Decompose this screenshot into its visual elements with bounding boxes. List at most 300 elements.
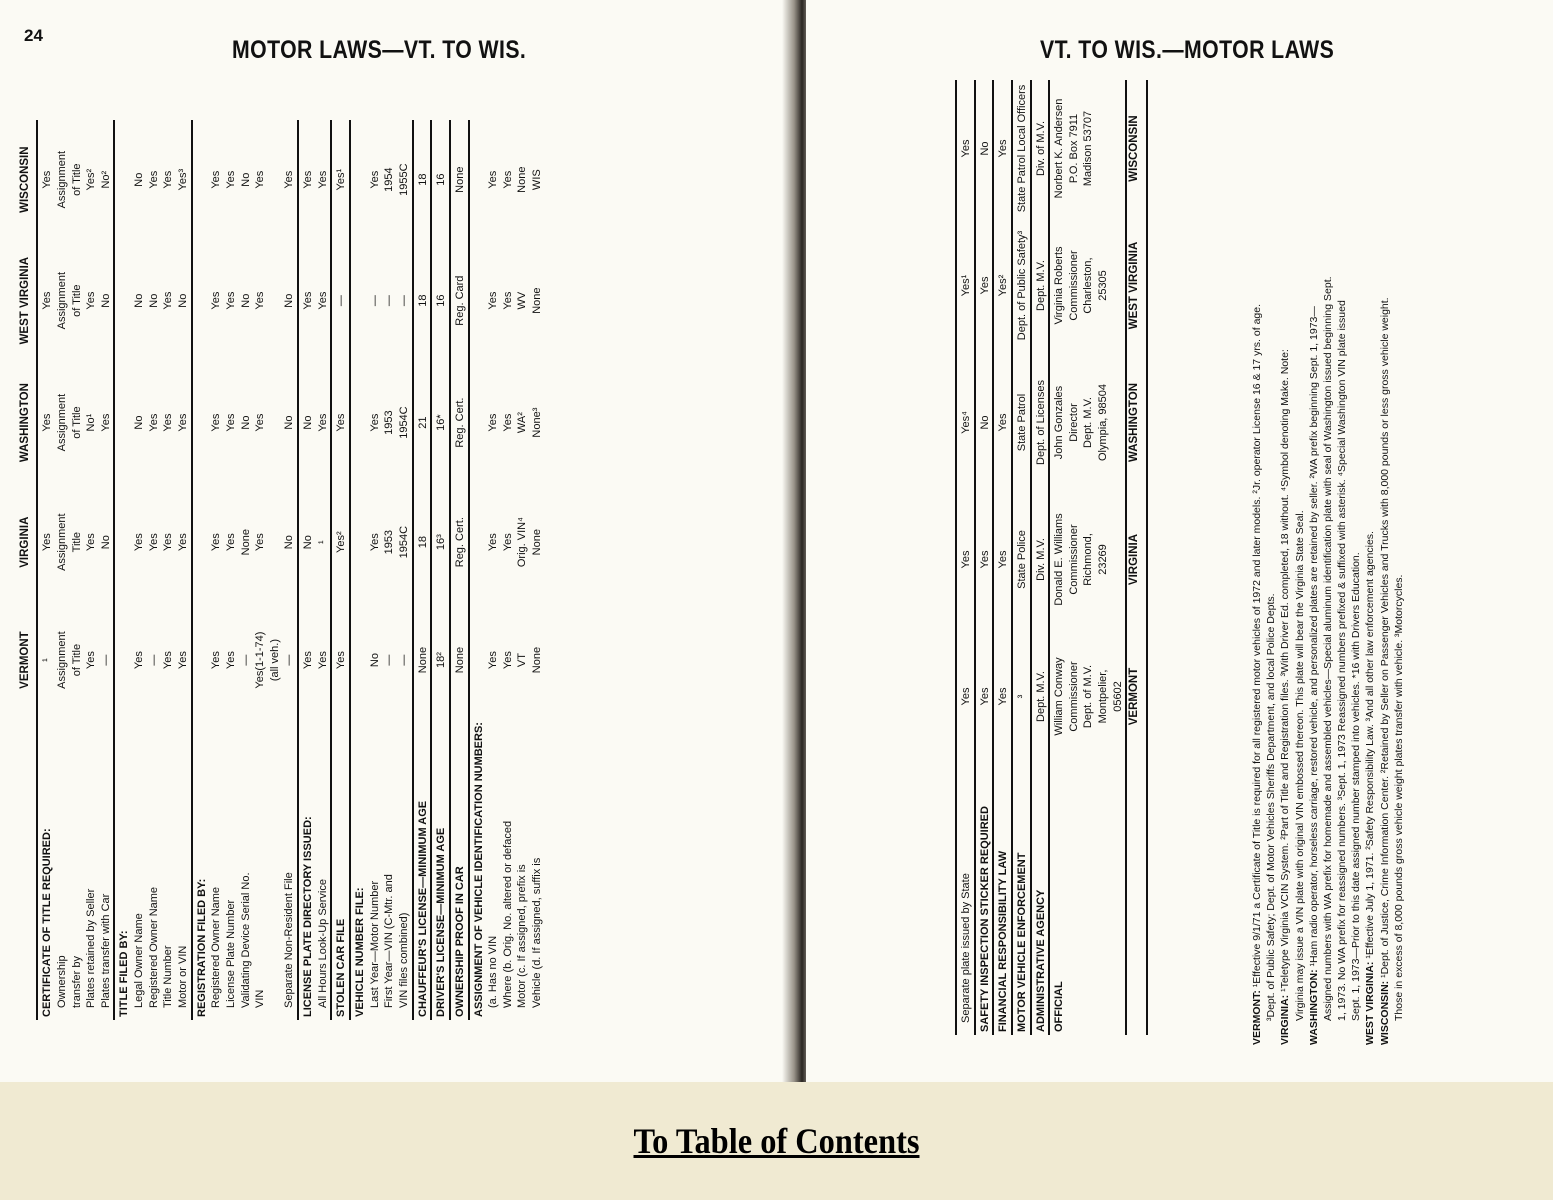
cell-value: Yes <box>176 413 189 432</box>
right-page-heading: VT. TO WIS.—MOTOR LAWS <box>1040 36 1335 64</box>
cell-value: Yes <box>316 413 329 432</box>
cell-value <box>1111 491 1127 628</box>
left-page <box>0 0 800 1082</box>
cell-value: Yes <box>210 291 223 310</box>
cell-value: Yes <box>162 533 175 552</box>
cell-value: of Title <box>70 163 83 196</box>
cell-value: Yes <box>147 170 160 189</box>
cell-value: Yes <box>99 413 112 432</box>
cell-value: Reg. Cert. <box>450 483 469 601</box>
cell-value: No <box>283 293 296 308</box>
footnote-text: ¹Effective 9/1/71 a Certificate of Title is required for all registered motor vehicles of 1972 and later models. ²Jr. operator License 16 & 17 yrs. of age. <box>1251 303 1263 988</box>
footnote-text: Those in excess of 8,000 pounds gross vehicle weight plates transfer with vehicle. ³Motorcycles. <box>1392 574 1405 1021</box>
table-row <box>268 120 283 1020</box>
cell-value <box>192 362 210 483</box>
table-row <box>176 120 192 1020</box>
section-title: CERTIFICATE OF TITLE REQUIRED: <box>37 719 55 1020</box>
cell-value: Yes <box>133 651 146 670</box>
table-row <box>382 120 397 1020</box>
right-table-rotated <box>955 80 1148 1035</box>
cell-value: 05602 <box>1111 681 1124 712</box>
row-label <box>268 719 283 1020</box>
cell-value: Yes <box>993 628 1012 765</box>
cell-value <box>350 483 368 601</box>
cell-value: Yes <box>133 533 146 552</box>
section-title: VEHICLE NUMBER FILE: <box>350 719 368 1020</box>
cell-value: Yes <box>176 651 189 670</box>
cell-value: William Conway <box>1049 628 1067 765</box>
cell-value: — <box>397 295 410 307</box>
table-row <box>316 120 332 1020</box>
cell-value: (all veh.) <box>268 638 281 682</box>
cell-value: Yes <box>85 533 98 552</box>
cell-value <box>469 483 487 601</box>
cell-value: Div. of M.V. <box>1031 80 1050 217</box>
cell-value: No <box>99 535 112 550</box>
table-row <box>530 120 545 1020</box>
cell-value: State Patrol Local Officers <box>1012 80 1031 217</box>
table-row <box>1111 80 1127 1035</box>
cell-value: — <box>368 295 381 307</box>
cell-value: Yes(1-1-74) <box>254 631 267 689</box>
footnote-line <box>1363 65 1377 1045</box>
table-row <box>1031 80 1050 1035</box>
row-label: License Plate Number <box>224 899 237 1008</box>
cell-value: Div. M.V. <box>1031 491 1050 628</box>
cell-value <box>114 120 132 239</box>
section-title: STOLEN CAR FILE <box>331 719 350 1020</box>
section-row <box>331 120 350 1020</box>
column-header: VIRGINIA <box>18 483 37 601</box>
column-header: WASHINGTON <box>18 362 37 483</box>
row-label <box>1096 765 1111 1035</box>
cell-value: Yes <box>975 628 994 765</box>
left-table-rotated <box>18 120 545 1020</box>
footnote-line <box>1392 65 1406 1045</box>
footnote-line <box>1307 65 1321 1045</box>
cell-value: of Title <box>70 643 83 677</box>
cell-value: 25305 <box>1097 270 1110 301</box>
cell-value: Yes <box>37 483 55 601</box>
cell-value: Yes² <box>85 168 98 191</box>
cell-value: No <box>239 293 252 308</box>
row-label: First Year—VIN (C-Mtr. and <box>383 874 396 1008</box>
cell-value: Assignment <box>55 631 68 689</box>
section-row <box>350 120 368 1020</box>
row-label: MOTOR VEHICLE ENFORCEMENT <box>1012 765 1031 1035</box>
column-header: WEST VIRGINIA <box>18 239 37 362</box>
table-row <box>209 120 224 1020</box>
column-header: VERMONT <box>18 601 37 719</box>
footnote-line <box>1335 65 1349 1045</box>
cell-value: Yes <box>487 533 500 552</box>
cell-value: Yes <box>331 601 350 719</box>
cell-value: Yes <box>224 170 237 189</box>
cell-value: Yes <box>162 651 175 670</box>
column-header-blank <box>1126 765 1146 1035</box>
table-row <box>99 120 115 1020</box>
table-row <box>1049 80 1067 1035</box>
footnote-text: ¹Teletype Virginia VCIN System. ²Part of Title and Registration files. ³With Driver Ed. completed, 18 without. ⁴Symbol denoting Make. Note: <box>1279 349 1292 992</box>
row-label: Plates retained by Seller <box>85 888 98 1008</box>
footnote-line <box>1293 65 1307 1045</box>
row-label: Legal Owner Name <box>133 913 146 1008</box>
row-label: Title Number <box>162 945 175 1008</box>
table-row <box>501 120 516 1020</box>
cell-value <box>114 239 132 362</box>
cell-value <box>268 483 283 601</box>
cell-value: No² <box>99 170 112 189</box>
cell-value: No¹ <box>85 413 98 432</box>
footnote-line <box>1349 65 1363 1045</box>
table-row <box>84 120 99 1020</box>
cell-value <box>1111 354 1127 491</box>
cell-value: Dept. M.V. <box>1031 628 1050 765</box>
cell-value: Yes <box>993 80 1012 217</box>
cell-value: None <box>516 166 529 193</box>
table-row <box>1081 80 1096 1035</box>
cell-value: Assignment <box>55 150 68 209</box>
column-header: VIRGINIA <box>1126 491 1146 628</box>
table-row <box>993 80 1012 1035</box>
cell-value: of Title <box>70 406 83 439</box>
cell-value <box>114 483 132 601</box>
table-row <box>70 120 85 1020</box>
row-label <box>1081 765 1096 1035</box>
cell-value: Yes <box>224 413 237 432</box>
cell-value: Yes <box>298 120 316 239</box>
column-header: WASHINGTON <box>1126 354 1146 491</box>
cell-value <box>469 601 487 719</box>
row-label: Ownership <box>55 955 68 1008</box>
section-title: REGISTRATION FILED BY: <box>192 719 210 1020</box>
cell-value <box>350 120 368 239</box>
cell-value: Dept. of Public Safety³ <box>1012 217 1031 354</box>
cell-value: — <box>383 654 396 666</box>
cell-value: Yes³ <box>176 168 189 191</box>
row-label: (a. Has no VIN <box>487 935 500 1008</box>
cell-value: 18 <box>413 120 432 239</box>
row-label: Plates transfer with Car <box>99 893 112 1008</box>
cell-value <box>469 120 487 239</box>
cell-value: Yes <box>956 491 975 628</box>
cell-value: Yes <box>224 291 237 310</box>
cell-value: No <box>298 362 316 483</box>
cell-value: Yes <box>147 413 160 432</box>
left-motor-laws-table <box>18 120 545 1020</box>
footnote-state: WEST VIRGINIA: <box>1364 961 1377 1045</box>
section-row <box>469 120 487 1020</box>
row-label: Registered Owner Name <box>147 886 160 1008</box>
cell-value: Yes <box>975 217 994 354</box>
cell-value: None <box>239 529 252 556</box>
table-row <box>55 120 70 1020</box>
cell-value: Virginia Roberts <box>1049 217 1067 354</box>
row-label: Separate Non-Resident File <box>283 872 296 1008</box>
cell-value: Yes <box>147 533 160 552</box>
cell-value: — <box>383 295 396 307</box>
row-label: SAFETY INSPECTION STICKER REQUIRED <box>975 765 994 1035</box>
cell-value: Yes <box>331 362 350 483</box>
row-label: All Hours Look-Up Service <box>316 879 329 1008</box>
cell-value: — <box>331 239 350 362</box>
cell-value: Yes <box>501 413 514 432</box>
footnote-line <box>1250 65 1264 1045</box>
cell-value: Yes <box>224 651 237 670</box>
footnote-line <box>1321 65 1335 1045</box>
cell-value: No <box>975 80 994 217</box>
row-label: FINANCIAL RESPONSIBILITY LAW <box>993 765 1012 1035</box>
section-title: OWNERSHIP PROOF IN CAR <box>450 719 469 1020</box>
cell-value: Yes <box>254 291 267 310</box>
cell-value: ¹ <box>316 540 329 545</box>
table-of-contents-link[interactable]: To Table of Contents <box>633 1121 920 1161</box>
cell-value: Charleston, <box>1082 257 1095 314</box>
cell-value: 18 <box>413 483 432 601</box>
table-row <box>486 120 501 1020</box>
cell-value: Yes <box>316 291 329 310</box>
table-row <box>956 80 975 1035</box>
section-row <box>192 120 210 1020</box>
section-title: LICENSE PLATE DIRECTORY ISSUED: <box>298 719 316 1020</box>
cell-value: Dept. M.V. <box>1082 397 1095 448</box>
footnote-text: Virginia may issue a VIN plate with original VIN embossed thereon. This plate will bear the Virginia State Seal. <box>1293 510 1306 1021</box>
cell-value <box>350 362 368 483</box>
cell-value: WA² <box>516 412 529 434</box>
cell-value: Yes <box>487 413 500 432</box>
table-row <box>397 120 413 1020</box>
left-page-heading: MOTOR LAWS—VT. TO WIS. <box>232 36 527 64</box>
cell-value <box>192 120 210 239</box>
row-label: Where (b. Orig. No. altered or defaced <box>501 820 514 1008</box>
cell-value: Yes <box>283 170 296 189</box>
cell-value: Yes <box>368 413 381 432</box>
footnote-text: ¹Ham radio operator, horseless carriage, restored vehicle, and personalized plates are retained by seller. ²WA prefix beginning Sept. 1, 1973— <box>1307 306 1320 967</box>
cell-value: 1954C <box>397 406 410 439</box>
cell-value: Yes <box>162 291 175 310</box>
right-motor-laws-table <box>955 80 1148 1035</box>
cell-value: Yes <box>487 651 500 670</box>
row-label: Separate plate issued by State <box>956 765 975 1035</box>
cell-value: Yes <box>210 651 223 670</box>
row-label: VIN files combined) <box>397 912 410 1008</box>
cell-value: — <box>99 654 112 666</box>
cell-value: ¹ <box>37 601 55 719</box>
cell-value: 1955C <box>397 163 410 196</box>
cell-value: Commissioner <box>1067 524 1080 595</box>
cell-value: No <box>133 415 146 430</box>
section-row <box>413 120 432 1020</box>
table-row <box>253 120 268 1020</box>
row-label: OFFICIAL <box>1049 765 1067 1035</box>
cell-value: No <box>133 172 146 187</box>
cell-value: 16* <box>431 362 450 483</box>
cell-value: 23269 <box>1097 544 1110 575</box>
cell-value <box>469 362 487 483</box>
cell-value: State Patrol <box>1012 354 1031 491</box>
table-row <box>239 120 254 1020</box>
cell-value: of Title <box>70 284 83 317</box>
cell-value <box>114 601 132 719</box>
footnote-state: WASHINGTON: <box>1307 969 1320 1045</box>
section-title: CHAUFFEUR'S LICENSE—MINIMUM AGE <box>413 719 432 1020</box>
cell-value <box>268 120 283 239</box>
cell-value: Yes <box>501 291 514 310</box>
row-label: transfer by <box>70 956 83 1008</box>
cell-value <box>1111 217 1127 354</box>
cell-value: 16 <box>431 239 450 362</box>
cell-value: Yes <box>298 601 316 719</box>
cell-value: Yes <box>85 291 98 310</box>
cell-value: Reg. Card <box>450 239 469 362</box>
cell-value <box>1096 80 1111 217</box>
table-row <box>1067 80 1082 1035</box>
section-row <box>114 120 132 1020</box>
column-header: VERMONT <box>1126 628 1146 765</box>
table-row <box>515 120 530 1020</box>
column-header: WISCONSIN <box>1126 80 1146 217</box>
cell-value: Orig. VIN⁴ <box>516 517 529 568</box>
table-row <box>368 120 383 1020</box>
cell-value: No <box>368 653 381 668</box>
cell-value: Yes <box>254 533 267 552</box>
section-row <box>450 120 469 1020</box>
column-header: WEST VIRGINIA <box>1126 217 1146 354</box>
page-number: 24 <box>24 26 43 45</box>
cell-value: Yes <box>956 80 975 217</box>
section-row <box>298 120 316 1020</box>
cell-value: ³ <box>1012 628 1031 765</box>
cell-value: None³ <box>531 407 544 438</box>
cell-value: — <box>239 654 252 666</box>
cell-value: Commissioner <box>1067 250 1080 321</box>
table-row <box>1096 80 1111 1035</box>
cell-value: Montpelier, <box>1097 669 1110 724</box>
cell-value: Yes <box>162 413 175 432</box>
cell-value: None <box>450 120 469 239</box>
cell-value <box>114 362 132 483</box>
cell-value: Yes <box>162 170 175 189</box>
cell-value: John Gonzales <box>1049 354 1067 491</box>
table-row <box>147 120 162 1020</box>
cell-value: Yes <box>316 170 329 189</box>
footnote-text: ³Dept. of Public Safety; Dept. of Motor Vehicles Sheriffs Department, and local Police Depts. <box>1265 593 1278 1021</box>
footnote-line <box>1378 65 1392 1045</box>
cell-value: Yes² <box>331 483 350 601</box>
cell-value: No <box>283 535 296 550</box>
cell-value: Yes <box>501 533 514 552</box>
cell-value: 1953 <box>383 529 396 555</box>
cell-value: Richmond, <box>1082 533 1095 586</box>
cell-value: Assignment <box>55 271 68 330</box>
footnote-text: 1, 1973. No WA prefix for reassigned numbers. ³Sept. 1, 1973 Reassigned numbers prefixed & suffixed with asterisk. ⁴Special Washington VIN plate issued <box>1336 300 1349 1021</box>
footnote-text: Assigned numbers with WA prefix for homemade and assembled vehicles—Special aluminum identification plate with seal of Washington issued beginning Sept. <box>1321 276 1334 1021</box>
cell-value: Dept. of M.V. <box>1082 664 1095 729</box>
footnote-state: WISCONSIN: <box>1378 980 1391 1045</box>
cell-value: Madison 53707 <box>1082 110 1095 187</box>
column-header-blank <box>18 719 37 1020</box>
cell-value: Reg. Cert. <box>450 362 469 483</box>
cell-value: Yes <box>487 291 500 310</box>
table-row <box>1012 80 1031 1035</box>
footnote-line <box>1264 65 1278 1045</box>
row-label: Registered Owner Name <box>210 886 223 1008</box>
cell-value: Director <box>1067 403 1080 442</box>
cell-value: No <box>239 172 252 187</box>
cell-value: 1954C <box>397 525 410 559</box>
right-page <box>806 0 1553 1082</box>
cell-value: Yes <box>210 533 223 552</box>
cell-value: None <box>531 529 544 556</box>
footnotes <box>1250 65 1406 1045</box>
cell-value: No <box>239 415 252 430</box>
cell-value: 21 <box>413 362 432 483</box>
cell-value: None <box>413 601 432 719</box>
table-row <box>161 120 176 1020</box>
table-row <box>975 80 994 1035</box>
cell-value: WIS <box>531 169 544 191</box>
cell-value: Yes <box>37 239 55 362</box>
cell-value: None <box>531 646 544 674</box>
cell-value: 1953 <box>383 410 396 435</box>
cell-value: Yes <box>254 170 267 189</box>
cell-value <box>350 239 368 362</box>
cell-value: Yes <box>37 120 55 239</box>
cell-value: VT <box>516 653 529 668</box>
cell-value: Dept. of Licenses <box>1031 354 1050 491</box>
cell-value <box>1111 80 1127 217</box>
section-title: TITLE FILED BY: <box>114 719 132 1020</box>
section-row <box>431 120 450 1020</box>
cell-value: Olympia, 98504 <box>1097 383 1110 462</box>
cell-value: No <box>147 293 160 308</box>
cell-value: 18² <box>431 601 450 719</box>
row-label: Vehicle (d. If assigned, suffix is <box>531 857 544 1008</box>
cell-value: No <box>176 293 189 308</box>
cell-value: Yes² <box>993 217 1012 354</box>
cell-value: Yes <box>210 413 223 432</box>
cell-value: Commissioner <box>1067 661 1080 732</box>
cell-value: 1954 <box>383 167 396 192</box>
cell-value: Yes <box>176 533 189 552</box>
cell-value: 16 <box>431 120 450 239</box>
cell-value: Yes¹ <box>956 217 975 354</box>
cell-value <box>268 362 283 483</box>
footnote-text: ¹Dept. of Justice, Crime Information Center. ²Retained by Seller on Passenger Vehicles and Trucks with 8,000 pounds or less gross vehicle weight. <box>1378 297 1391 978</box>
cell-value: Yes <box>37 362 55 483</box>
cell-value: 16³ <box>431 483 450 601</box>
cell-value <box>350 601 368 719</box>
cell-value: P.O. Box 7911 <box>1067 113 1080 184</box>
cell-value: Yes <box>993 491 1012 628</box>
cell-value: Yes <box>956 628 975 765</box>
cell-value: Assignment <box>55 513 68 571</box>
table-row <box>282 120 298 1020</box>
row-label: Motor (c. If assigned, prefix is <box>516 864 529 1008</box>
row-label: Last Year—Motor Number <box>368 880 381 1008</box>
row-label <box>1111 765 1127 1035</box>
cell-value: None <box>531 287 544 314</box>
row-label: Validating Device Serial No. <box>239 872 252 1008</box>
cell-value: Donald E. Williams <box>1049 491 1067 628</box>
cell-value: Norbert K. Andersen <box>1049 80 1067 217</box>
cell-value: Yes <box>975 491 994 628</box>
cell-value: Yes <box>368 533 381 552</box>
row-label <box>1067 765 1082 1035</box>
cell-value: Yes⁴ <box>956 354 975 491</box>
cell-value: 18 <box>413 239 432 362</box>
cell-value <box>192 239 210 362</box>
